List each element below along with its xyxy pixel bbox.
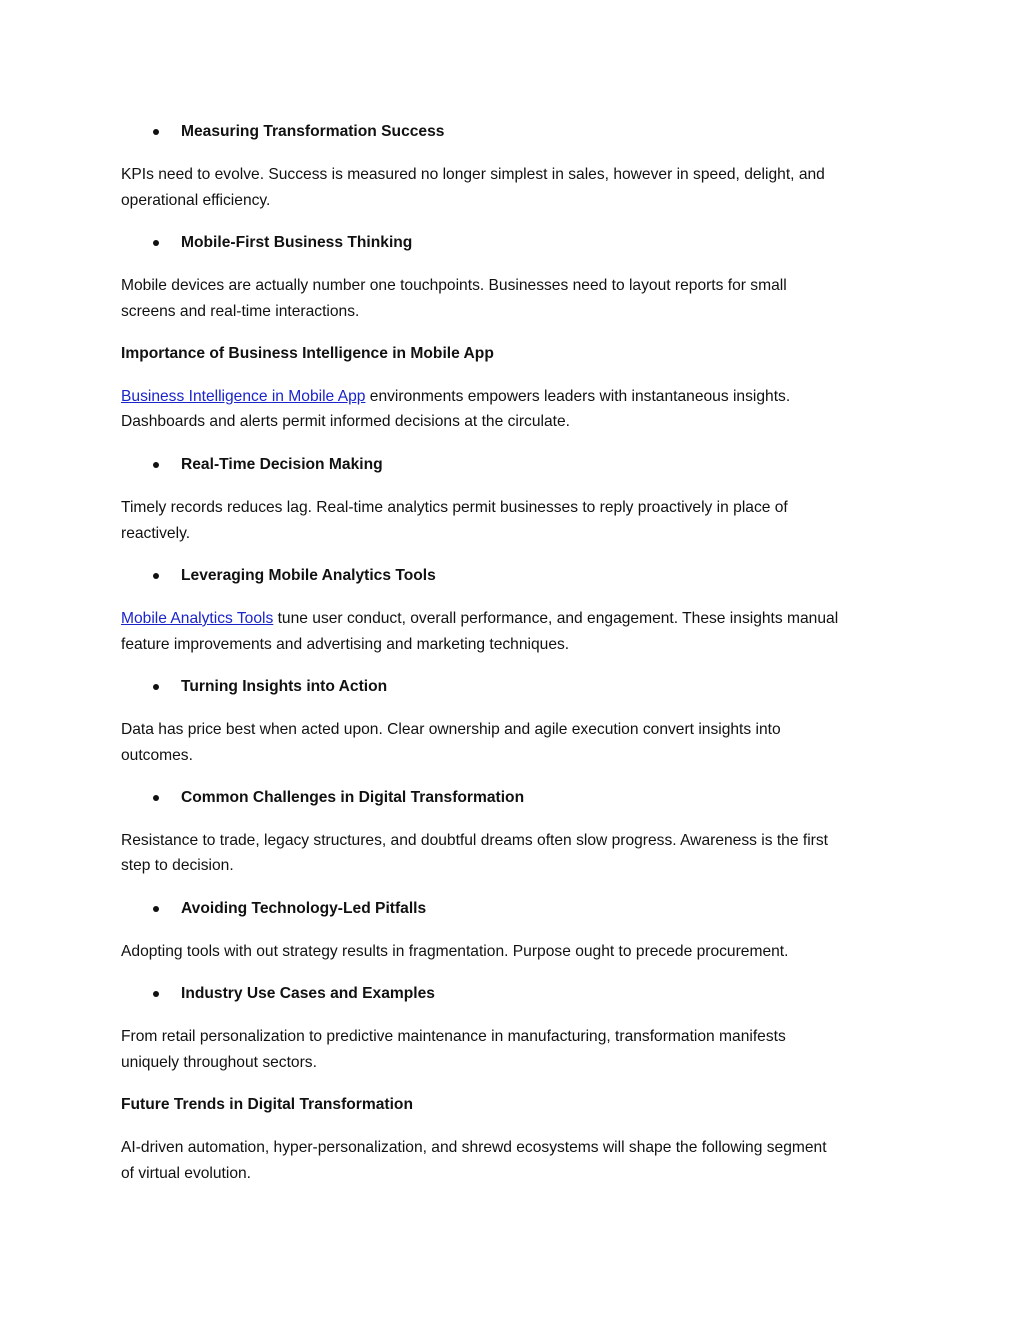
paragraph-text: environments empowers leaders with instantaneous insights. [365, 388, 791, 405]
bullet-icon [153, 240, 159, 246]
paragraph-line: uniquely throughout sectors. [121, 1054, 317, 1071]
paragraph-line: AI-driven automation, hyper-personalization, and shrewd ecosystems will shape the following segment [121, 1139, 827, 1156]
bullet-heading: Turning Insights into Action [181, 678, 388, 695]
bullet-heading: Mobile-First Business Thinking [181, 234, 413, 251]
paragraph-line: KPIs need to evolve. Success is measured no longer simplest in sales, however in speed, delight, and [121, 166, 825, 183]
section-heading: Importance of Business Intelligence in Mobile App [121, 345, 494, 362]
bi-mobile-app-link[interactable]: Business Intelligence in Mobile App [121, 388, 366, 405]
paragraph-line: Data has price best when acted upon. Clear ownership and agile execution convert insights into [121, 721, 781, 738]
paragraph-line: From retail personalization to predictive maintenance in manufacturing, transformation manifests [121, 1028, 786, 1045]
paragraph-line: screens and real-time interactions. [121, 303, 360, 320]
paragraph-line [121, 609, 838, 629]
paragraph-line: Adopting tools with out strategy results in fragmentation. Purpose ought to precede procurement. [121, 943, 789, 960]
section-heading: Future Trends in Digital Transformation [121, 1096, 413, 1113]
bullet-heading: Leveraging Mobile Analytics Tools [181, 567, 436, 584]
bullet-heading: Avoiding Technology-Led Pitfalls [181, 900, 427, 917]
bullet-icon [153, 573, 159, 579]
paragraph-line: Resistance to trade, legacy structures, and doubtful dreams often slow progress. Awareness is the first [121, 832, 828, 849]
bullet-icon [153, 991, 159, 997]
paragraph-line: reactively. [121, 525, 191, 542]
bullet-icon [153, 795, 159, 801]
bullet-heading: Industry Use Cases and Examples [181, 985, 435, 1002]
paragraph-line: operational efficiency. [121, 192, 271, 209]
bullet-icon [153, 129, 159, 135]
paragraph-line: Dashboards and alerts permit informed decisions at the circulate. [121, 413, 570, 430]
paragraph-line: of virtual evolution. [121, 1165, 252, 1182]
paragraph-line: Mobile devices are actually number one touchpoints. Businesses need to layout reports for small [121, 277, 787, 294]
bullet-icon [153, 684, 159, 690]
paragraph-line: feature improvements and advertising and marketing techniques. [121, 636, 570, 653]
paragraph-line: outcomes. [121, 747, 193, 764]
paragraph-line: Timely records reduces lag. Real-time analytics permit businesses to reply proactively in place of [121, 499, 788, 516]
bullet-heading: Real-Time Decision Making [181, 456, 383, 473]
mobile-analytics-tools-link[interactable]: Mobile Analytics Tools [121, 610, 274, 627]
bullet-icon [153, 462, 159, 468]
bullet-icon [153, 906, 159, 912]
bullet-heading: Measuring Transformation Success [181, 123, 445, 140]
paragraph-line [121, 387, 790, 407]
paragraph-text: tune user conduct, overall performance, and engagement. These insights manual [273, 610, 839, 627]
bullet-heading: Common Challenges in Digital Transformation [181, 789, 525, 806]
paragraph-line: step to decision. [121, 857, 234, 874]
